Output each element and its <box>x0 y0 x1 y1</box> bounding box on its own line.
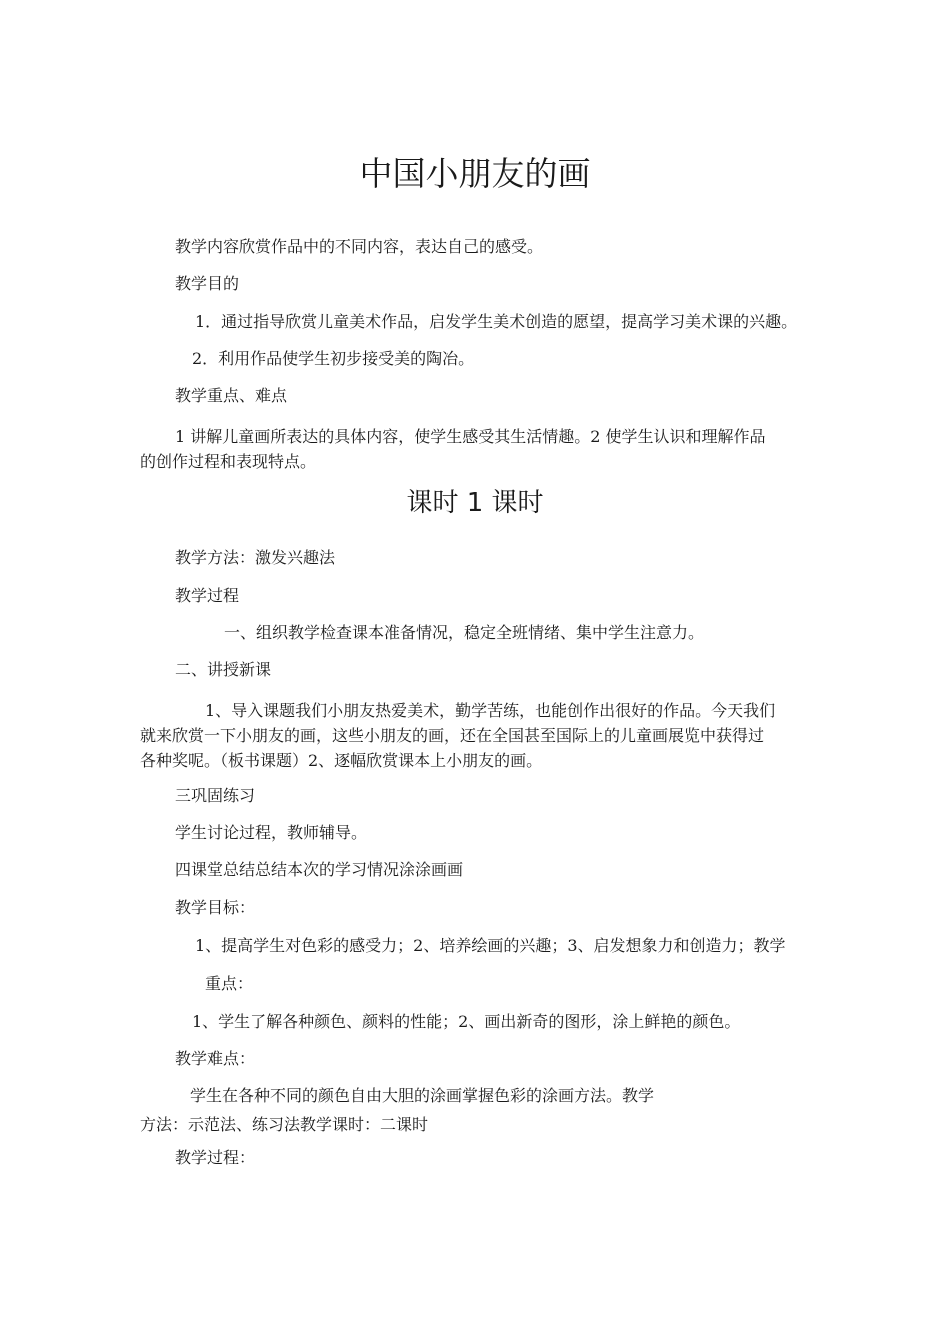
step-4-heading: 四课堂总结总结本次的学习情况涂涂画画 <box>175 860 464 879</box>
step-2-heading: 二、讲授新课 <box>175 660 272 679</box>
objective-heading: 教学目标： <box>175 898 256 917</box>
step-3-heading: 三巩固练习 <box>175 786 256 805</box>
goal-item-2: 2．利用作品使学生初步接受美的陶冶。 <box>192 349 475 368</box>
objective-line: 1、提高学生对色彩的感受力；2、培养绘画的兴趣；3、启发想象力和创造力；教学 <box>195 936 786 955</box>
step-1: 一、组织教学检查课本准备情况，稳定全班情绪、集中学生注意力。 <box>224 623 705 642</box>
difficulty-heading: 教学难点： <box>175 1049 256 1068</box>
difficulty-line-1: 学生在各种不同的颜色自由大胆的涂画掌握色彩的涂画方法。教学 <box>190 1086 655 1105</box>
lesson-subtitle: 课时 1 课时 <box>406 488 544 518</box>
method-line: 教学方法：激发兴趣法 <box>175 548 336 567</box>
key-line-1: 1 讲解儿童画所表达的具体内容，使学生感受其生活情趣。2 使学生认识和理解作品 <box>175 427 766 446</box>
step-2-line-2: 就来欣赏一下小朋友的画，这些小朋友的画，还在全国甚至国际上的儿童画展览中获得过 <box>140 726 765 745</box>
focus-line: 1、学生了解各种颜色、颜料的性能；2、画出新奇的图形，涂上鲜艳的颜色。 <box>192 1012 741 1031</box>
difficulty-line-2: 方法：示范法、练习法教学课时：二课时 <box>140 1115 429 1134</box>
key-line-2: 的创作过程和表现特点。 <box>140 452 317 471</box>
process-heading: 教学过程 <box>175 586 240 605</box>
step-2-line-3: 各种奖呢。（板书课题）2、逐幅欣赏课本上小朋友的画。 <box>140 751 543 770</box>
content-line: 教学内容欣赏作品中的不同内容，表达自己的感受。 <box>175 237 544 256</box>
process-heading-2: 教学过程： <box>175 1148 256 1167</box>
goal-item-1: 1．通过指导欣赏儿童美术作品，启发学生美术创造的愿望，提高学习美术课的兴趣。 <box>195 312 798 331</box>
key-heading: 教学重点、难点 <box>175 386 288 405</box>
goal-heading: 教学目的 <box>175 274 240 293</box>
document-title: 中国小朋友的画 <box>359 154 591 193</box>
focus-heading: 重点： <box>205 974 254 993</box>
step-2-line-1: 1、导入课题我们小朋友热爱美术，勤学苦练，也能创作出很好的作品。今天我们 <box>205 701 776 720</box>
step-3-detail: 学生讨论过程，教师辅导。 <box>175 823 368 842</box>
